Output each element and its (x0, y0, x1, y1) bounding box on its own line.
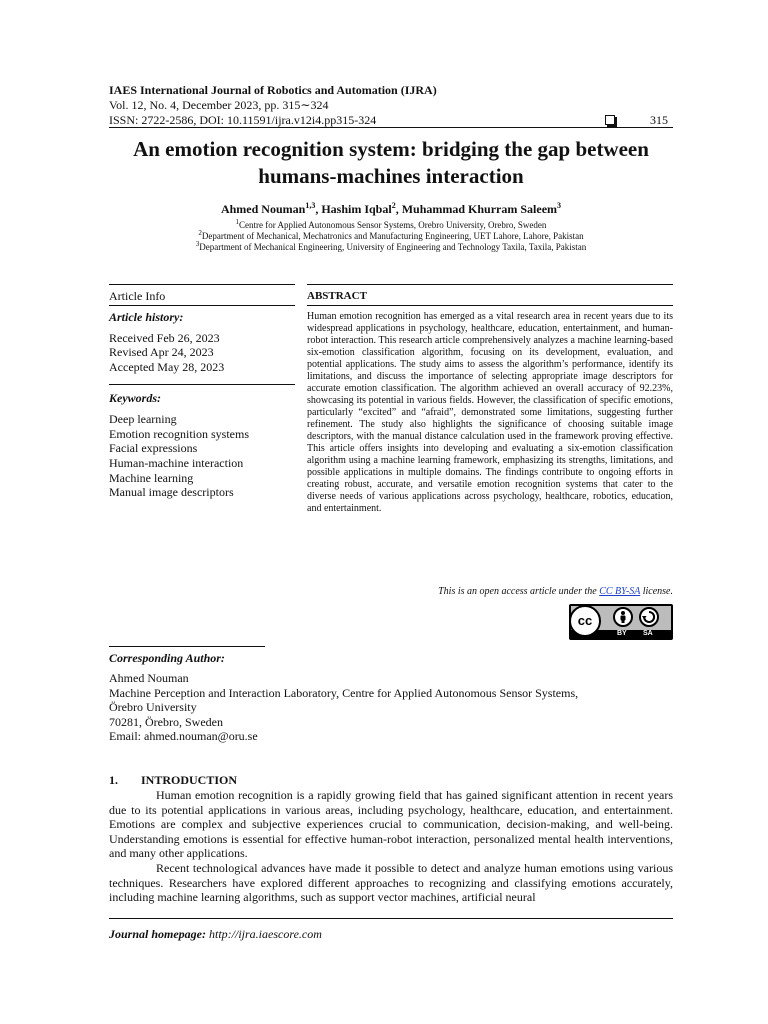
author-name: Ahmed Nouman (220, 202, 306, 216)
abstract-heading: ABSTRACT (307, 290, 367, 302)
affiliation-sup: 3 (195, 240, 200, 248)
corresponding-email: Email: ahmed.nouman@oru.se (109, 729, 258, 743)
homepage-label: Journal homepage: (109, 927, 207, 941)
keywords-heading: Keywords: (109, 391, 161, 405)
section-number: 1. (109, 773, 118, 787)
article-info-top-rule (109, 284, 295, 285)
article-info-rule (109, 305, 295, 306)
affiliation-text: Department of Mechanical, Mechatronics and Manufacturing Engineering, UET Lahore, Lahore, Pakistan (201, 231, 584, 241)
page-number: 315 (650, 113, 668, 127)
section-title: INTRODUCTION (141, 773, 238, 787)
author-name: Muhammad Khurram Saleem (401, 202, 558, 216)
issn-doi: ISSN: 2722-2586, DOI: 10.11591/ijra.v12i4.pp315-324 (109, 113, 377, 127)
author-sup: 3 (557, 201, 562, 210)
accepted-date: Accepted May 28, 2023 (109, 360, 225, 374)
keyword-item: Emotion recognition systems (109, 427, 249, 441)
volume-info: Vol. 12, No. 4, December 2023, pp. 315∼324 (109, 98, 329, 112)
affiliation-sup: 1 (235, 218, 240, 226)
title-line-2: humans-machines interaction (258, 164, 524, 188)
by-label: BY (617, 630, 627, 637)
corresponding-name: Ahmed Nouman (109, 671, 189, 685)
article-info-heading: Article Info (109, 289, 166, 303)
keywords-rule (109, 384, 295, 385)
cc-icon: cc (569, 605, 601, 637)
share-alike-icon (639, 607, 659, 627)
keyword-item: Manual image descriptors (109, 485, 234, 499)
corresponding-address: 70281, Örebro, Sweden (109, 715, 223, 729)
author-sup: 1,3 (305, 201, 316, 210)
journal-homepage (109, 927, 322, 942)
history-heading: Article history: (109, 310, 184, 324)
affiliation-text: Department of Mechanical Engineering, University of Engineering and Technology Taxila, Taxila, Pakistan (199, 242, 587, 252)
title-line-1: An emotion recognition system: bridging the gap between (133, 137, 649, 161)
affiliation-sup: 2 (198, 229, 202, 237)
keyword-item: Human-machine interaction (109, 456, 244, 470)
author-sup: 2 (391, 201, 396, 210)
author-list: Ahmed Nouman$^{1,3}$, Hashim Iqbal$^2$, Muhammad Khurram Saleem$^3$ (220, 201, 562, 216)
journal-name: IAES International Journal of Robotics and Automation (IJRA) (109, 83, 437, 97)
corresponding-university: Örebro University (109, 700, 197, 714)
sa-label: SA (643, 630, 653, 637)
intro-paragraph-2: Recent technological advances have made it possible to detect and analyze human emotions using various techniques. Researchers have explored different approaches to recognizing and classifying emotions accurately, including machine learning algorithms, such as support vector machines, artificial neural (109, 861, 673, 905)
intro-paragraph-1: Human emotion recognition is a rapidly growing field that has gained significant attention in recent years due to its potential applications in various areas, including psychology, healthcare, education, and entertainment. Emotions are complex and subjective experiences crucial to communication, decision-making, and well-being. Understanding emotions is essential for effective human-robot interaction, personalized mental health interventions, and many other applications. (109, 788, 673, 861)
by-person-icon (613, 607, 633, 627)
author-name: Hashim Iqbal (321, 202, 392, 216)
footer-divider (109, 918, 673, 919)
paper-title (109, 136, 673, 190)
cc-by-sa-badge[interactable] (569, 604, 673, 640)
revised-date: Revised Apr 24, 2023 (109, 345, 214, 359)
abstract-rule (307, 305, 673, 306)
oa-prefix: This is an open access article under the (438, 586, 600, 597)
corresponding-heading: Corresponding Author: (109, 651, 225, 665)
oa-suffix: license. (640, 586, 673, 597)
keyword-item: Machine learning (109, 471, 194, 485)
section-heading (109, 773, 237, 788)
homepage-url[interactable]: http://ijra.iaescore.com (209, 927, 322, 941)
cc-by-sa-link[interactable]: CC BY-SA (599, 586, 641, 597)
affiliation-text: Centre for Applied Autonomous Sensor Systems, Orebro University, Orebro, Sweden (239, 220, 547, 230)
keyword-item: Facial expressions (109, 441, 198, 455)
corresponding-lab: Machine Perception and Interaction Laboratory, Centre for Applied Autonomous Sensor Systems, (109, 686, 579, 700)
received-date: Received Feb 26, 2023 (109, 331, 220, 345)
open-access-note (307, 586, 673, 597)
keyword-item: Deep learning (109, 412, 177, 426)
abstract-text: Human emotion recognition has emerged as a vital research area in recent years due to its widespread applications in psychology, healthcare, education, entertainment, and human-robot interaction. This research article comprehensively analyzes a machine learning-based six-emotion classification algorithm, focusing on its development, evaluation, and potential applications. The study aims to assess the algorithm’s performance, identify its limitations, and discuss the importance of selecting appropriate image descriptors for accurate emotion classification. The algorithm achieved an overall accuracy of 92.23%, showcasing its potential in various fields. However, the classification of specific emotions, particularly “excited” and “afraid”, demonstrated some limitations, suggesting further refinement. The study also highlights the significance of choosing suitable image descriptors, with the manual distance calculation used in the framework proving effective. This article offers insights into developing and evaluating a six-emotion classification algorithm using a machine learning framework, emphasizing its strengths, limitations, and possible applications in multiple domains. The findings contribute to ongoing efforts in creating robust, accurate, and versatile emotion recognition systems that cater to the diverse needs of various applications across psychology, healthcare, robotics, education, and entertainment. (307, 311, 673, 514)
corresponding-rule (109, 646, 265, 647)
square-icon (605, 115, 615, 125)
header-divider (109, 127, 673, 128)
affiliation (109, 240, 673, 252)
abstract-top-rule (307, 284, 673, 285)
